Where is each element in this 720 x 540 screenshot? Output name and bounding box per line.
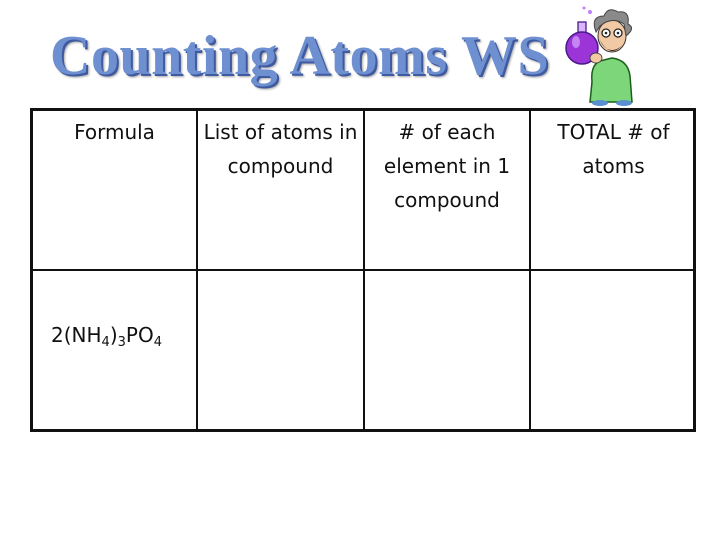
header-count-per-element: # of each element in 1 compound (383, 120, 511, 212)
page-title: Counting Atoms WS (50, 25, 550, 87)
total-atoms-answer-cell (531, 281, 696, 421)
atoms-list-answer-cell (198, 281, 363, 421)
header-formula: Formula (74, 120, 155, 144)
atoms-worksheet-table (30, 108, 696, 432)
element-count-answer-cell (365, 281, 529, 421)
header-total-atoms: TOTAL # of atoms (557, 120, 670, 178)
scientist-with-flask-icon (560, 2, 648, 106)
header-list-of-atoms: List of atoms in compound (203, 120, 358, 178)
row-divider (33, 269, 693, 271)
formula-ammonium-phosphate: $2(NH_4)_3PO_4$ (51, 323, 162, 350)
